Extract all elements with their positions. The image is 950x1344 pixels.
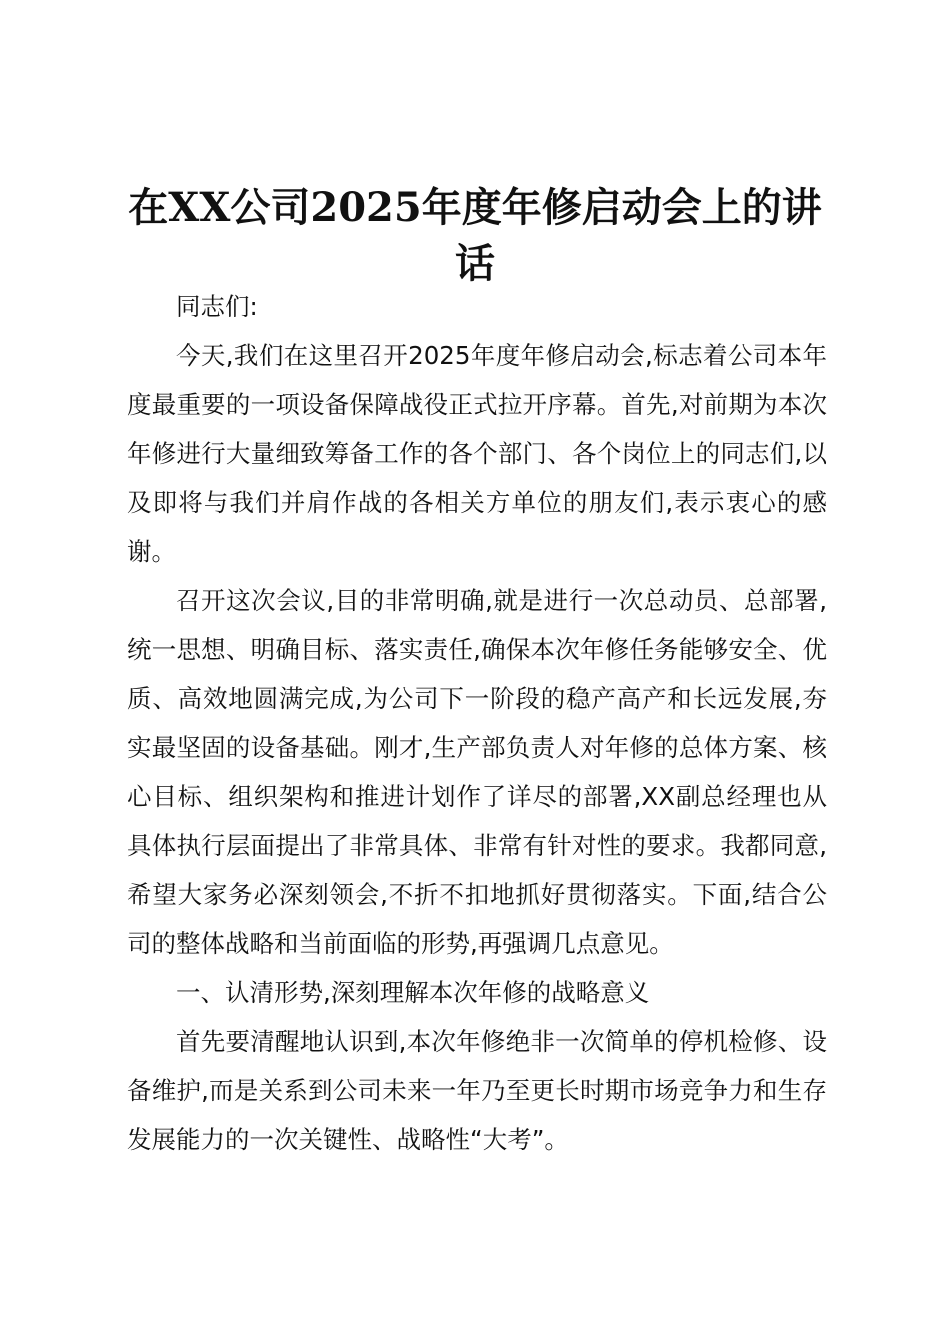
document-title: 在XX公司2025年度年修启动会上的讲话 — [128, 184, 822, 287]
document-body — [127, 282, 827, 1164]
body-paragraph-2: 召开这次会议,目的非常明确,就是进行一次总动员、总部署,统一思想、明确目标、落实责任,确保本次年修任务能够安全、优质、高效地圆满完成,为公司下一阶段的稳产高产和长远发展,夯实最坚固的设备基础。刚才,生产部负责人对年修的总体方案、核心目标、组织架构和推进计划作了详尽的部署,XX副总经理也从具体执行层面提出了非常具体、非常有针对性的要求。我都同意,希望大家务必深刻领会,不折不扣地抓好贯彻落实。下面,结合公司的整体战略和当前面临的形势,再强调几点意见。 — [127, 586, 827, 958]
section-heading-1: 一、认清形势,深刻理解本次年修的战略意义 — [176, 978, 650, 1007]
section-1-paragraph: 首先要清醒地认识到,本次年修绝非一次简单的停机检修、设备维护,而是关系到公司未来一年乃至更长时期市场竞争力和生存发展能力的一次关键性、战略性“大考”。 — [127, 1027, 827, 1154]
body-paragraph-1: 今天,我们在这里召开2025年度年修启动会,标志着公司本年度最重要的一项设备保障战役正式拉开序幕。首先,对前期为本次年修进行大量细致筹备工作的各个部门、各个岗位上的同志们,以及即将与我们并肩作战的各相关方单位的朋友们,表示衷心的感谢。 — [127, 341, 827, 566]
salutation: 同志们: — [176, 292, 258, 321]
